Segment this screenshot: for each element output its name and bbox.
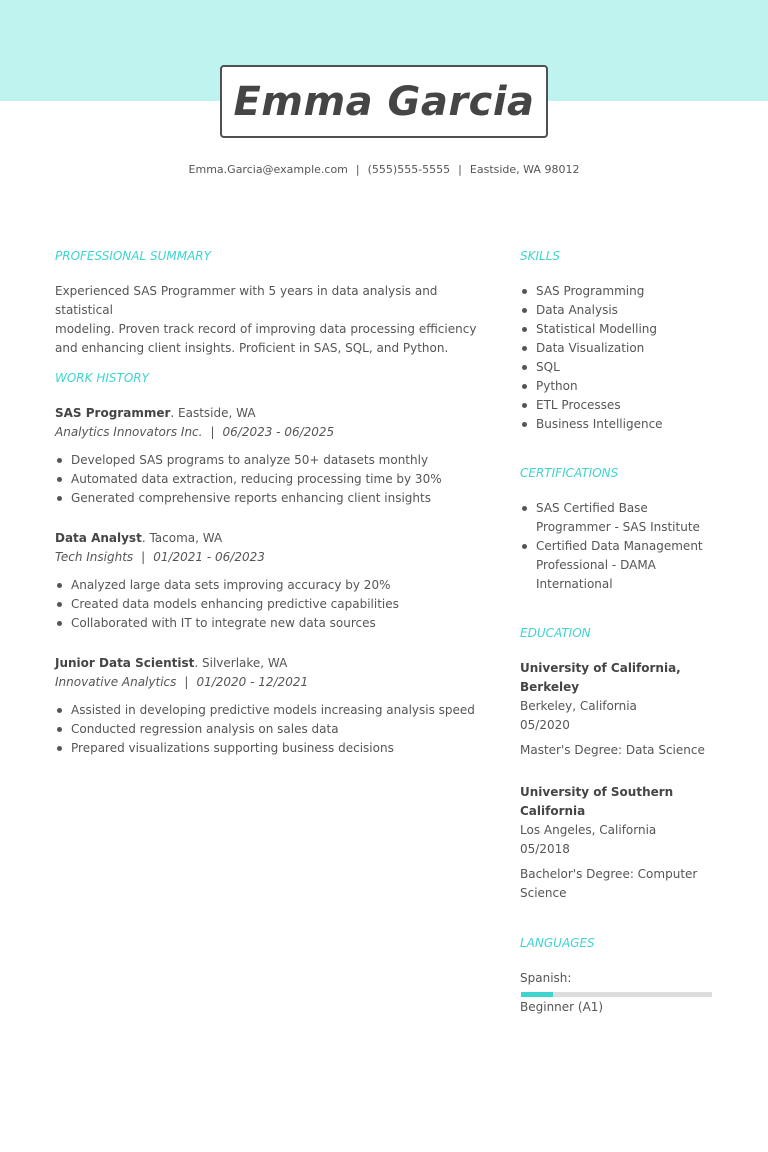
phone: (555)555-5555 [367, 163, 451, 176]
job-meta [55, 548, 485, 567]
bullet-item: Collaborated with IT to integrate new data sources [55, 614, 485, 633]
email[interactable]: Emma.Garcia@example.com [188, 163, 348, 176]
name-box [220, 65, 548, 138]
language-proficiency-bar [521, 992, 712, 997]
school-line: University of Southern [520, 785, 674, 799]
language-level: Beginner (A1) [520, 1000, 604, 1014]
separator: | [184, 675, 189, 689]
job-title [55, 404, 485, 423]
skills-title: SKILLS [520, 249, 561, 263]
job-company: Analytics Innovators Inc. [55, 425, 203, 439]
job-dates: 06/2023 - 06/2025 [222, 425, 335, 439]
bullet-item: Created data models enhancing predictive capabilities [55, 595, 485, 614]
job-role: Junior Data Scientist [55, 656, 195, 670]
job-entry [55, 529, 485, 633]
certification-line: Programmer - SAS Institute [536, 520, 700, 534]
graduation-date: 05/2018 [520, 842, 570, 856]
skill-item: SQL [520, 358, 720, 377]
summary-line: modeling. Proven track record of improving data processing efficiency [55, 322, 477, 336]
separator: | [141, 550, 146, 564]
skill-item: ETL Processes [520, 396, 720, 415]
graduation-date: 05/2020 [520, 718, 570, 732]
bullet-item: Automated data extraction, reducing processing time by 30% [55, 470, 485, 489]
location: Eastside, WA 98012 [469, 163, 580, 176]
job-place: . Silverlake, WA [194, 656, 288, 670]
summary-line: Experienced SAS Programmer with 5 years in data analysis and statistical [55, 284, 438, 317]
school-line: California [520, 804, 586, 818]
job-entry [55, 654, 485, 758]
job-title [55, 529, 485, 548]
bullet-item: Assisted in developing predictive models increasing analysis speed [55, 701, 485, 720]
bullet-item: Generated comprehensive reports enhancing client insights [55, 489, 485, 508]
school-location: Berkeley, California [520, 699, 637, 713]
skills-list [520, 282, 720, 434]
language-proficiency-fill [521, 992, 553, 997]
job-company: Tech Insights [55, 550, 134, 564]
job-role: Data Analyst [55, 531, 142, 545]
certification-line: Certified Data Management [536, 539, 703, 553]
skill-item: Statistical Modelling [520, 320, 720, 339]
certification-line: Professional - DAMA [536, 558, 656, 572]
skill-item: Data Analysis [520, 301, 720, 320]
certifications-title: CERTIFICATIONS [520, 466, 619, 480]
candidate-name: Emma Garcia [233, 78, 535, 125]
job-meta [55, 423, 485, 442]
job-place: . Eastside, WA [170, 406, 256, 420]
job-place: . Tacoma, WA [141, 531, 223, 545]
school-line: Berkeley [520, 680, 580, 694]
education-entry [520, 783, 740, 903]
job-meta [55, 673, 485, 692]
certification-item [520, 499, 740, 537]
bullet-item: Developed SAS programs to analyze 50+ datasets monthly [55, 451, 485, 470]
job-entry [55, 404, 485, 508]
degree: Science [520, 886, 567, 900]
job-title [55, 654, 485, 673]
education-entry [520, 659, 740, 760]
job-dates: 01/2021 - 06/2023 [153, 550, 265, 564]
degree: Bachelor's Degree: Computer [520, 867, 698, 881]
bullet-item: Analyzed large data sets improving accuracy by 20% [55, 576, 485, 595]
bullet-item: Prepared visualizations supporting business decisions [55, 739, 485, 758]
language-name: Spanish: [520, 971, 572, 985]
work-history-title: WORK HISTORY [55, 371, 149, 385]
job-dates: 01/2020 - 12/2021 [196, 675, 309, 689]
separator: | [355, 163, 360, 176]
skill-item: SAS Programming [520, 282, 720, 301]
job-role: SAS Programmer [55, 406, 171, 420]
job-bullets [55, 451, 485, 508]
certifications-list [520, 499, 740, 594]
job-bullets [55, 701, 485, 758]
separator: | [210, 425, 215, 439]
school-line: University of California, [520, 661, 681, 675]
separator: | [458, 163, 462, 176]
summary-title: PROFESSIONAL SUMMARY [55, 249, 211, 263]
certification-line: International [536, 577, 613, 591]
school-location: Los Angeles, California [520, 823, 657, 837]
job-bullets [55, 576, 485, 633]
certification-line: SAS Certified Base [536, 501, 648, 515]
skill-item: Python [520, 377, 720, 396]
certification-item [520, 537, 740, 594]
bullet-item: Conducted regression analysis on sales data [55, 720, 485, 739]
job-company: Innovative Analytics [55, 675, 177, 689]
summary-line: and enhancing client insights. Proficient in SAS, SQL, and Python. [55, 341, 449, 355]
skill-item: Business Intelligence [520, 415, 720, 434]
education-title: EDUCATION [520, 626, 591, 640]
degree: Master's Degree: Data Science [520, 743, 705, 757]
languages-title: LANGUAGES [520, 936, 595, 950]
summary-text [55, 282, 485, 358]
contact-line [0, 163, 768, 176]
skill-item: Data Visualization [520, 339, 720, 358]
